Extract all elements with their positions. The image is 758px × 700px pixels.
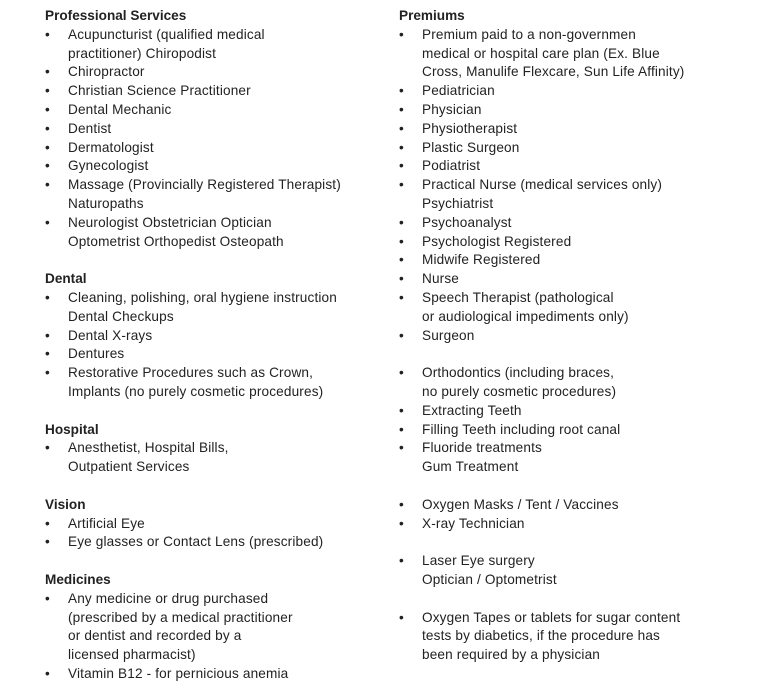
bullet-icon: • [45, 346, 50, 362]
item-text: Oxygen Masks / Tent / Vaccines [422, 496, 619, 512]
item-text: Podiatrist [422, 158, 481, 174]
list-item [45, 345, 385, 364]
item-text: Midwife Registered [422, 252, 541, 268]
item-list [45, 289, 385, 402]
item-text: Dentist [68, 120, 112, 136]
item-text: Laser Eye surgery Optician / Optometrist [422, 553, 557, 587]
bullet-icon: • [45, 214, 50, 230]
section-heading: Medicines [45, 571, 111, 587]
list-item [45, 515, 385, 534]
bullet-icon: • [399, 402, 404, 418]
item-text: Dermatologist [68, 139, 154, 155]
bullet-icon: • [45, 64, 50, 80]
item-list [45, 26, 385, 252]
bullet-icon: • [45, 534, 50, 550]
list-item [399, 270, 739, 289]
bullet-icon: • [45, 26, 50, 42]
section-heading: Hospital [45, 421, 99, 437]
list-item [399, 609, 739, 665]
list-item [399, 157, 739, 176]
list-item [399, 289, 739, 327]
bullet-icon: • [45, 139, 50, 155]
item-list [45, 515, 385, 553]
item-text: Physician [422, 101, 482, 117]
hospital-continued-section [399, 496, 739, 534]
list-item [45, 364, 385, 402]
item-text: Acupuncturist (qualified medical practitioner) Chiropodist [68, 26, 265, 61]
item-text: Pediatrician [422, 83, 495, 99]
list-item [399, 233, 739, 252]
left-column [45, 7, 385, 684]
item-text: Massage (Provincially Registered Therapist) Naturopaths [68, 177, 341, 211]
item-list [45, 590, 385, 684]
list-item [45, 289, 385, 327]
item-text: Filling Teeth including root canal [422, 421, 621, 437]
item-text: Extracting Teeth [422, 402, 522, 418]
item-list [399, 364, 739, 477]
section-heading: Professional Services [45, 8, 187, 23]
list-item [399, 176, 739, 214]
bullet-icon: • [399, 553, 404, 569]
bullet-icon: • [399, 440, 404, 456]
item-text: Vitamin B12 - for pernicious anemia [68, 665, 289, 681]
list-item [45, 439, 385, 477]
item-list [45, 439, 385, 477]
item-text: Surgeon [422, 327, 475, 343]
bullet-icon: • [45, 365, 50, 381]
item-list [399, 552, 739, 590]
item-text: Neurologist Obstetrician Optician Optometrist Orthopedist Osteopath [68, 214, 284, 249]
item-text: Anesthetist, Hospital Bills, Outpatient Services [68, 440, 229, 475]
item-text: Practical Nurse (medical services only) Psychiatrist [422, 177, 663, 211]
medicines-section [45, 571, 385, 684]
item-text: Fluoride treatments Gum Treatment [422, 440, 542, 475]
list-item [399, 496, 739, 515]
list-item [399, 214, 739, 233]
bullet-icon: • [399, 496, 404, 512]
list-item [399, 552, 739, 590]
list-item [399, 251, 739, 270]
list-item [399, 26, 739, 82]
bullet-icon: • [399, 515, 404, 531]
item-text: Any medicine or drug purchased (prescribed by a medical practitioner or dentist and recorded by a licensed pharmacist) [68, 590, 293, 663]
bullet-icon: • [45, 101, 50, 117]
bullet-icon: • [399, 120, 404, 136]
section-heading: Premiums [399, 8, 465, 23]
item-text: Plastic Surgeon [422, 139, 520, 155]
item-text: Speech Therapist (pathological or audiological impediments only) [422, 289, 629, 324]
list-item [399, 101, 739, 120]
dental-continued-section [399, 364, 739, 477]
bullet-icon: • [399, 252, 404, 268]
item-list [399, 26, 739, 346]
bullet-icon: • [399, 233, 404, 249]
bullet-icon: • [399, 177, 404, 193]
list-item [399, 82, 739, 101]
list-item [45, 214, 385, 252]
bullet-icon: • [399, 289, 404, 305]
bullet-icon: • [45, 83, 50, 99]
bullet-icon: • [45, 177, 50, 193]
list-item [45, 665, 385, 684]
section-heading: Dental [45, 271, 87, 287]
item-text: Nurse [422, 271, 460, 287]
list-item [399, 439, 739, 477]
item-text: Premium paid to a non-governmen medical or hospital care plan (Ex. Blue Cross, Manulife Flexcare, Sun Life Affinity) [422, 26, 685, 80]
bullet-icon: • [399, 421, 404, 437]
premiums-section [399, 7, 739, 345]
item-text: Orthodontics (including braces, no purely cosmetic procedures) [422, 365, 617, 399]
bullet-icon: • [399, 139, 404, 155]
bullet-icon: • [399, 158, 404, 174]
list-item [399, 364, 739, 402]
item-text: Restorative Procedures such as Crown, Implants (no purely cosmetic procedures) [68, 365, 324, 399]
item-list [399, 609, 739, 665]
item-text: Psychologist Registered [422, 233, 572, 249]
item-text: X-ray Technician [422, 515, 525, 531]
list-item [45, 120, 385, 139]
bullet-icon: • [399, 214, 404, 230]
item-text: Christian Science Practitioner [68, 83, 251, 99]
dental-section [45, 270, 385, 402]
item-text: Chiropractor [68, 64, 145, 80]
item-text: Dentures [68, 346, 125, 362]
list-item [45, 63, 385, 82]
vision-section [45, 496, 385, 552]
right-column [399, 7, 739, 665]
item-text: Psychoanalyst [422, 214, 512, 230]
bullet-icon: • [45, 158, 50, 174]
list-item [45, 533, 385, 552]
hospital-section [45, 421, 385, 477]
item-text: Oxygen Tapes or tablets for sugar content tests by diabetics, if the procedure has been required by a physician [422, 609, 681, 663]
list-item [45, 101, 385, 120]
vision-continued-section [399, 552, 739, 590]
bullet-icon: • [399, 327, 404, 343]
bullet-icon: • [399, 26, 404, 42]
item-text: Dental X-rays [68, 327, 153, 343]
item-text: Artificial Eye [68, 515, 145, 531]
bullet-icon: • [45, 590, 50, 606]
bullet-icon: • [399, 609, 404, 625]
list-item [45, 26, 385, 64]
item-text: Physiotherapist [422, 120, 518, 136]
bullet-icon: • [45, 327, 50, 343]
list-item [399, 515, 739, 534]
list-item [399, 120, 739, 139]
bullet-icon: • [399, 365, 404, 381]
medicines-continued-section [399, 609, 739, 665]
item-text: Cleaning, polishing, oral hygiene instruction Dental Checkups [68, 289, 337, 324]
item-text: Gynecologist [68, 158, 149, 174]
bullet-icon: • [399, 101, 404, 117]
list-item [399, 327, 739, 346]
item-text: Dental Mechanic [68, 101, 172, 117]
list-item [45, 176, 385, 214]
bullet-icon: • [45, 289, 50, 305]
list-item [45, 139, 385, 158]
bullet-icon: • [399, 271, 404, 287]
list-item [45, 327, 385, 346]
list-item [45, 157, 385, 176]
bullet-icon: • [399, 83, 404, 99]
list-item [45, 590, 385, 665]
bullet-icon: • [45, 515, 50, 531]
list-item [399, 421, 739, 440]
section-heading: Vision [45, 496, 86, 512]
professional-services-section [45, 7, 385, 251]
bullet-icon: • [45, 120, 50, 136]
item-text: Eye glasses or Contact Lens (prescribed) [68, 534, 324, 550]
item-list [399, 496, 739, 534]
bullet-icon: • [45, 665, 50, 681]
bullet-icon: • [45, 440, 50, 456]
list-item [399, 402, 739, 421]
list-item [45, 82, 385, 101]
list-item [399, 139, 739, 158]
